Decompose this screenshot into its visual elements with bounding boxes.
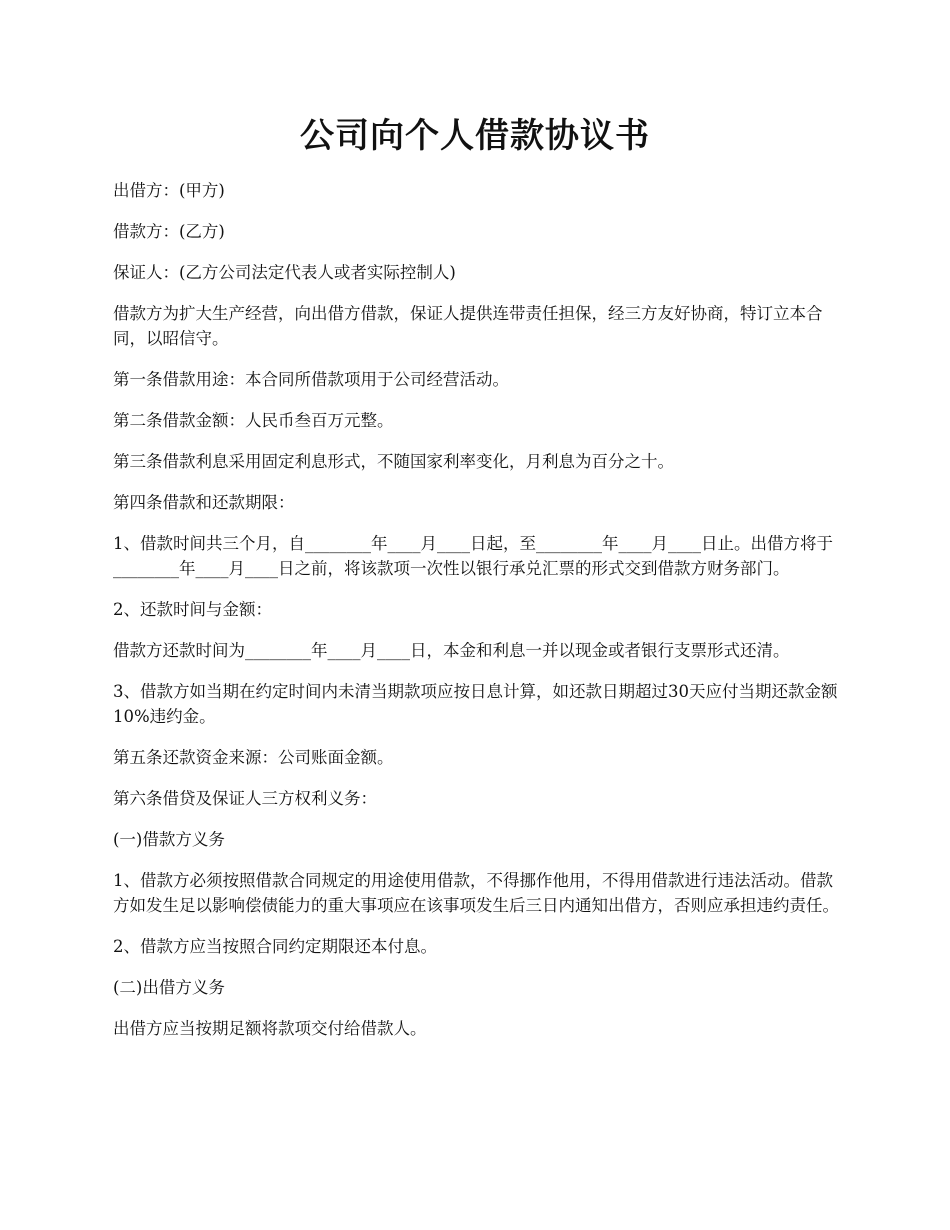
paragraph-article-4: 第四条借款和还款期限：	[113, 493, 295, 512]
paragraph-borrower-duty-2: 2、借款方应当按照合同约定期限还本付息。	[113, 937, 437, 956]
paragraph-article-3: 第三条借款利息采用固定利息形式，不随国家利率变化，月利息为百分之十。	[113, 452, 674, 471]
paragraph-borrower-duties-heading: (一)借款方义务	[113, 830, 225, 849]
paragraph-lender: 出借方：(甲方)	[113, 181, 225, 200]
document-body	[113, 178, 841, 1057]
paragraph-article-4-item-1: 1、借款时间共三个月，自________年____月____日起，至________年____月____日止。出借方将于________年____月____日之前，将该款项一次性以银行承兑汇票的形式交到借款方财务部门。	[113, 534, 833, 578]
paragraph-article-4-item-3: 3、借款方如当期在约定时间内未清当期款项应按日息计算，如还款日期超过30天应付当期还款金额10%违约金。	[113, 682, 838, 726]
document-title: 公司向个人借款协议书	[300, 116, 650, 156]
paragraph-borrower-duty-1: 1、借款方必须按照借款合同规定的用途使用借款，不得挪作他用，不得用借款进行违法活动。借款方如发生足以影响偿债能力的重大事项应在该事项发生后三日内通知出借方，否则应承担违约责任。	[113, 871, 839, 915]
paragraph-article-4-item-2: 2、还款时间与金额：	[113, 600, 272, 619]
paragraph-preamble: 借款方为扩大生产经营，向出借方借款，保证人提供连带责任担保，经三方友好协商，特订立本合同，以昭信守。	[113, 304, 823, 348]
paragraph-lender-duty-1: 出借方应当按期足额将款项交付给借款人。	[113, 1019, 427, 1038]
paragraph-article-5: 第五条还款资金来源：公司账面金额。	[113, 748, 394, 767]
paragraph-repayment-time: 借款方还款时间为________年____月____日，本金和利息一并以现金或者银行支票形式还清。	[113, 641, 790, 660]
paragraph-borrower: 借款方：(乙方)	[113, 222, 225, 241]
paragraph-article-1: 第一条借款用途：本合同所借款项用于公司经营活动。	[113, 370, 509, 389]
paragraph-article-6: 第六条借贷及保证人三方权利义务：	[113, 789, 377, 808]
paragraph-lender-duties-heading: (二)出借方义务	[113, 978, 225, 997]
paragraph-article-2: 第二条借款金额：人民币叁百万元整。	[113, 411, 394, 430]
paragraph-guarantor: 保证人：(乙方公司法定代表人或者实际控制人)	[113, 263, 456, 282]
